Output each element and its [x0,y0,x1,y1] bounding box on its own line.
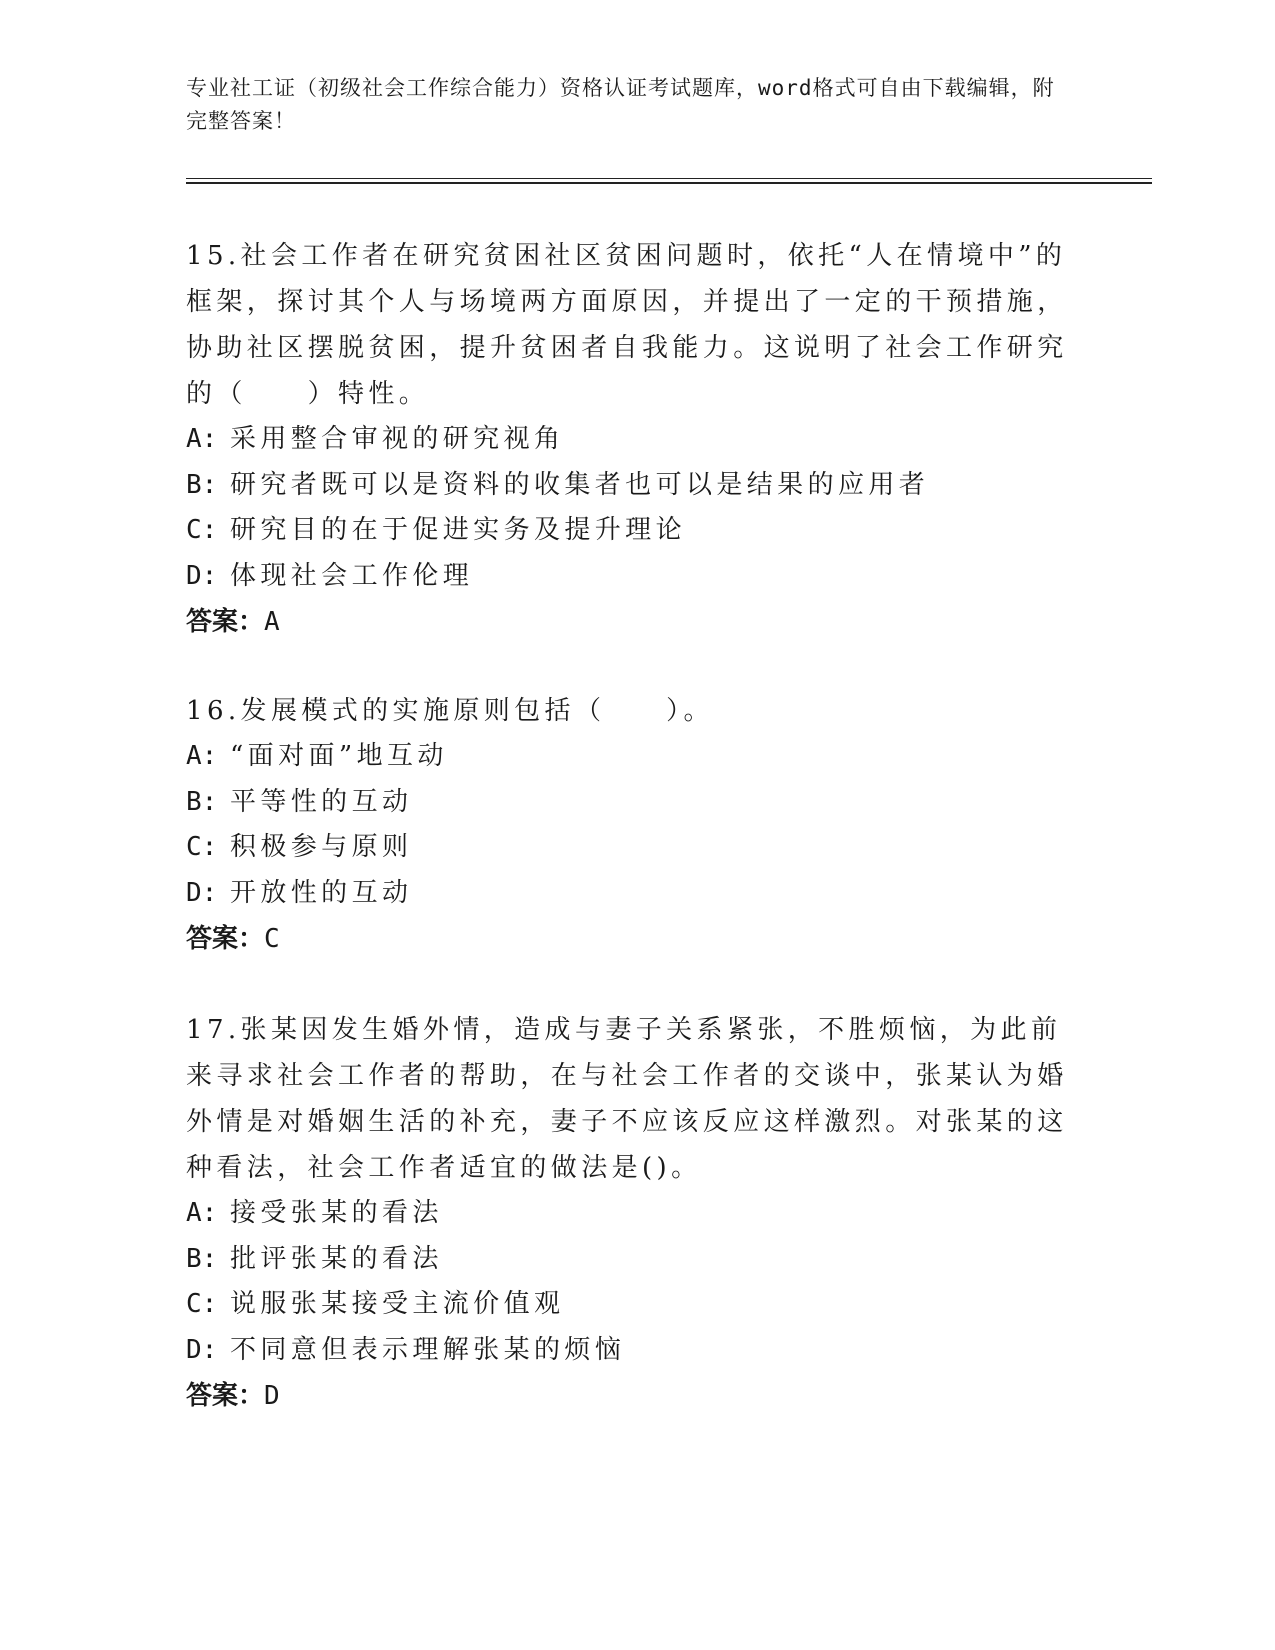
question-stem: 15.社会工作者在研究贫困社区贫困问题时，依托“人在情境中”的框架，探讨其个人与场境两方面原因，并提出了一定的干预措施，协助社区摆脱贫困，提升贫困者自我能力。这说明了社会工作研究的（ ）特性。 [186,241,1068,409]
answer-value: C [264,924,280,954]
option-text: 积极参与原则 [229,832,413,862]
option-text: 平等性的互动 [229,786,413,817]
answer-line [186,916,1086,962]
question-stem: 17.张某因发生婚外情，造成与妻子关系紧张，不胜烦恼，为此前来寻求社会工作者的帮助，在与社会工作者的交谈中，张某认为婚外情是对婚姻生活的补充，妻子不应该反应这样激烈。对张某的这种看法，社会工作者适宜的做法是()。 [186,1015,1068,1183]
option-key: B: [186,786,218,817]
option-a [186,1191,1086,1237]
document-header: 专业社工证（初级社会工作综合能力）资格认证考试题库，word格式可自由下载编辑，附完整答案！ [186,76,1055,133]
answer-value: A [264,607,280,637]
option-key: B: [186,469,218,500]
option-key: A: [186,741,218,771]
option-key: D: [186,560,218,591]
question-stem: 16.发展模式的实施原则包括（ ）。 [186,696,714,726]
option-d [186,871,1086,917]
question-16 [186,688,1086,962]
option-key: D: [186,877,218,908]
option-key: B: [186,1243,218,1274]
option-d [186,1328,1086,1374]
option-c [186,1282,1086,1328]
option-key: A: [186,424,218,454]
option-text: 批评张某的看法 [229,1243,443,1274]
option-key: C: [186,832,218,862]
option-text: 研究者既可以是资料的收集者也可以是结果的应用者 [229,469,930,500]
option-b [186,1237,1086,1283]
header-divider-top [186,178,1152,179]
option-text: 说服张某接受主流价值观 [229,1289,565,1319]
option-d [186,554,1086,600]
option-a [186,734,1086,780]
option-a [186,417,1086,463]
answer-label: 答案： [186,924,265,954]
answer-line [186,1373,1086,1419]
option-text: 体现社会工作伦理 [229,560,474,591]
option-key: D: [186,1334,218,1365]
option-text: 研究目的在于促进实务及提升理论 [229,515,686,545]
option-c [186,825,1086,871]
header-divider-bottom [186,182,1152,184]
answer-line [186,599,1086,645]
option-key: C: [186,1289,218,1319]
question-17 [186,1007,1086,1419]
option-key: A: [186,1198,218,1228]
question-15 [186,233,1086,645]
answer-label: 答案： [186,607,265,637]
option-b [186,463,1086,509]
option-b [186,780,1086,826]
option-text: 不同意但表示理解张某的烦恼 [229,1334,626,1365]
option-c [186,508,1086,554]
option-text: 接受张某的看法 [229,1198,443,1228]
option-text: 采用整合审视的研究视角 [229,424,565,454]
answer-label: 答案： [186,1381,265,1411]
option-text: “面对面”地互动 [229,741,448,771]
option-key: C: [186,515,218,545]
option-text: 开放性的互动 [229,877,413,908]
answer-value: D [264,1381,280,1411]
